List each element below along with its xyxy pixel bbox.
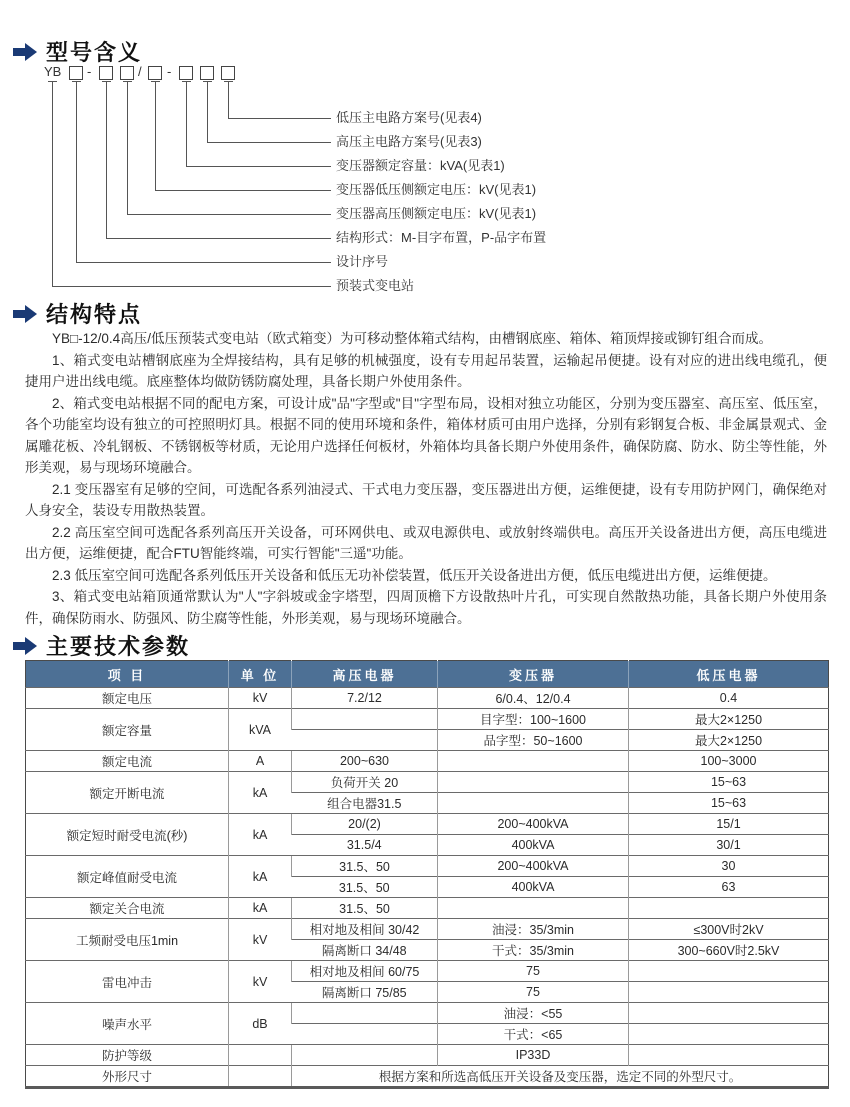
table-cell: 30 [629, 856, 829, 877]
table-header-cell: 低压电器 [629, 661, 829, 688]
table-header-cell: 项 目 [26, 661, 229, 688]
table-cell: 30/1 [629, 835, 829, 856]
table-cell [292, 1003, 438, 1024]
table-row [26, 814, 829, 835]
table-cell: 防护等级 [26, 1045, 229, 1066]
table-cell [438, 898, 629, 919]
table-cell: 100~3000 [629, 751, 829, 772]
table-cell [292, 1024, 438, 1045]
table-cell: A [229, 751, 292, 772]
table-cell: 75 [438, 961, 629, 982]
table-cell: ≤300V时2kV [629, 919, 829, 940]
model-label: 变压器额定容量：kVA(见表1) [336, 158, 505, 173]
table-cell [229, 1045, 292, 1066]
table-cell: 根据方案和所选高低压开关设备及变压器，选定不同的外型尺寸。 [292, 1066, 829, 1088]
table-cell [629, 1024, 829, 1045]
section-title-features-text: 结构特点 [46, 302, 143, 327]
table-cell: 外形尺寸 [26, 1066, 229, 1088]
model-code-text: / [138, 64, 142, 79]
table-cell: 干式：35/3min [438, 940, 629, 961]
model-code-box [200, 66, 214, 80]
table-cell: 15~63 [629, 772, 829, 793]
table-row [26, 961, 829, 982]
params-table [25, 660, 829, 1089]
model-code-box [120, 66, 134, 80]
table-row [26, 1045, 829, 1066]
table-cell: 品字型：50~1600 [438, 730, 629, 751]
table-cell: 31.5、50 [292, 898, 438, 919]
table-cell [292, 1045, 438, 1066]
table-cell [629, 1045, 829, 1066]
model-label: 设计序号 [336, 254, 389, 269]
table-cell: 额定电流 [26, 751, 229, 772]
table-cell: 最大2×1250 [629, 730, 829, 751]
table-row [26, 898, 829, 919]
params-table-container [25, 660, 828, 1089]
table-cell [438, 751, 629, 772]
model-label: 结构形式：M-目字布置，P-品字布置 [336, 230, 547, 245]
table-cell: 31.5/4 [292, 835, 438, 856]
table-cell: kV [229, 919, 292, 961]
table-cell: 额定开断电流 [26, 772, 229, 814]
table-cell: kV [229, 688, 292, 709]
feature-paragraph: 2、箱式变电站根据不同的配电方案，可设计成"品"字型或"目"字型布局，设相对独立功能区，分别为变压器室、高压室、低压室，各个功能室均设有独立的可控照明灯具。根据不同的使用环境和条件，箱体材质可由用户选择，分别有彩钢复合板、非金属景观式、金属雕花板、冷轧钢板、不锈钢板等材质，无论用户选择任何板材，外箱体均具备长期户外使用条件，确保防腐、防水、防尘等性能，外形美观，易与现场环境融合。 [25, 395, 827, 475]
arrow-icon [13, 305, 37, 323]
table-cell [629, 982, 829, 1003]
table-cell: 0.4 [629, 688, 829, 709]
table-cell: 额定电压 [26, 688, 229, 709]
model-line [52, 81, 331, 287]
table-row [26, 772, 829, 793]
table-cell: IP33D [438, 1045, 629, 1066]
table-row [26, 1066, 829, 1088]
table-cell: 300~660V时2.5kV [629, 940, 829, 961]
table-cell [438, 793, 629, 814]
table-cell: 隔离断口 75/85 [292, 982, 438, 1003]
table-cell: kA [229, 856, 292, 898]
table-cell: 15/1 [629, 814, 829, 835]
table-cell: 200~630 [292, 751, 438, 772]
table-header-row [26, 661, 829, 688]
table-cell: 63 [629, 877, 829, 898]
table-cell: dB [229, 1003, 292, 1045]
table-cell: 雷电冲击 [26, 961, 229, 1003]
model-code-box [99, 66, 113, 80]
table-cell [629, 961, 829, 982]
model-code-box [69, 66, 83, 80]
features-paragraphs [25, 328, 827, 629]
table-cell: 400kVA [438, 877, 629, 898]
model-code-diagram [0, 0, 850, 300]
table-cell: 目字型：100~1600 [438, 709, 629, 730]
table-cell: kA [229, 898, 292, 919]
model-code-text: - [87, 64, 92, 79]
section-title-params [13, 630, 190, 661]
table-cell: 最大2×1250 [629, 709, 829, 730]
feature-paragraph: 2.1 变压器室有足够的空间，可选配各系列油浸式、干式电力变压器，变压器进出方便，运维便捷，设有专用防护网门，确保绝对人身安全，装设专用散热装置。 [25, 481, 827, 518]
feature-paragraph: 1、箱式变电站槽钢底座为全焊接结构，具有足够的机械强度，设有专用起吊装置，运输起吊便捷。设有对应的进出线电缆孔，便捷用户进出线电缆。底座整体均做防锈防腐处理，具备长期户外使用条件。 [25, 352, 827, 389]
table-cell: 31.5、50 [292, 856, 438, 877]
section-title-params-text: 主要技术参数 [46, 634, 191, 659]
model-code-text: - [167, 64, 172, 79]
feature-paragraph: 3、箱式变电站箱顶通常默认为"人"字斜坡或金字塔型，四周顶檐下方设散热叶片孔，可实现自然散热功能，具备长期户外使用条件，确保防雨水、防强风、防尘腐等性能，外形美观，易与现场环境融合。 [25, 589, 827, 626]
model-label: 变压器低压侧额定电压：kV(见表1) [336, 182, 537, 197]
table-cell: 油浸：<55 [438, 1003, 629, 1024]
model-code-text: YB [44, 64, 62, 79]
table-cell: 隔离断口 34/48 [292, 940, 438, 961]
table-cell: 额定峰值耐受电流 [26, 856, 229, 898]
table-cell: 负荷开关 20 [292, 772, 438, 793]
table-cell: 200~400kVA [438, 814, 629, 835]
table-header-cell: 高压电器 [292, 661, 438, 688]
model-code-box [221, 66, 235, 80]
table-cell: 200~400kVA [438, 856, 629, 877]
model-code-box [148, 66, 162, 80]
arrow-icon [13, 637, 37, 655]
table-cell: 400kVA [438, 835, 629, 856]
table-cell: 相对地及相间 30/42 [292, 919, 438, 940]
section-title-features [13, 298, 142, 329]
table-cell: kA [229, 814, 292, 856]
table-cell [629, 898, 829, 919]
table-row [26, 919, 829, 940]
table-row [26, 751, 829, 772]
table-cell: 组合电器31.5 [292, 793, 438, 814]
table-header-cell: 单 位 [229, 661, 292, 688]
model-code-box [179, 66, 193, 80]
table-cell: 相对地及相间 60/75 [292, 961, 438, 982]
model-label: 低压主电路方案号(见表4) [336, 110, 482, 125]
table-cell: kA [229, 772, 292, 814]
table-cell: 干式：<65 [438, 1024, 629, 1045]
model-label: 预装式变电站 [336, 278, 415, 293]
table-cell: 75 [438, 982, 629, 1003]
table-cell [292, 709, 438, 730]
table-row [26, 709, 829, 730]
feature-paragraph: 2.3 低压室空间可选配各系列低压开关设备和低压无功补偿装置，低压开关设备进出方便，低压电缆进出方便，运维便捷。 [52, 567, 777, 583]
model-label: 变压器高压侧额定电压：kV(见表1) [336, 206, 537, 221]
table-cell: 噪声水平 [26, 1003, 229, 1045]
section-title-model-text: 型号含义 [46, 40, 143, 65]
model-label: 高压主电路方案号(见表3) [336, 134, 482, 149]
table-cell: 15~63 [629, 793, 829, 814]
table-cell [292, 730, 438, 751]
table-cell [229, 1066, 292, 1088]
table-cell: 额定关合电流 [26, 898, 229, 919]
table-cell: kV [229, 961, 292, 1003]
table-row [26, 1003, 829, 1024]
table-cell: 油浸：35/3min [438, 919, 629, 940]
feature-paragraph: YB□-12/0.4高压/低压预装式变电站（欧式箱变）为可移动整体箱式结构，由槽钢底座、箱体、箱顶焊接或铆钉组合而成。 [52, 331, 772, 346]
feature-paragraph: 2.2 高压室空间可选配各系列高压开关设备，可环网供电、或双电源供电、或放射终端供电。高压开关设备进出方便，高压电缆进出方便，运维便捷，配合FTU智能终端，可实行智能"三遥"功能。 [25, 524, 827, 561]
table-cell: 7.2/12 [292, 688, 438, 709]
table-cell: 31.5、50 [292, 877, 438, 898]
table-cell [629, 1003, 829, 1024]
table-cell: 20/(2) [292, 814, 438, 835]
table-row [26, 688, 829, 709]
table-cell: 6/0.4、12/0.4 [438, 688, 629, 709]
table-header-cell: 变压器 [438, 661, 629, 688]
table-cell: 工频耐受电压1min [26, 919, 229, 961]
table-cell [438, 772, 629, 793]
table-row [26, 856, 829, 877]
table-cell: 额定容量 [26, 709, 229, 751]
table-cell: 额定短时耐受电流(秒) [26, 814, 229, 856]
table-cell: kVA [229, 709, 292, 751]
